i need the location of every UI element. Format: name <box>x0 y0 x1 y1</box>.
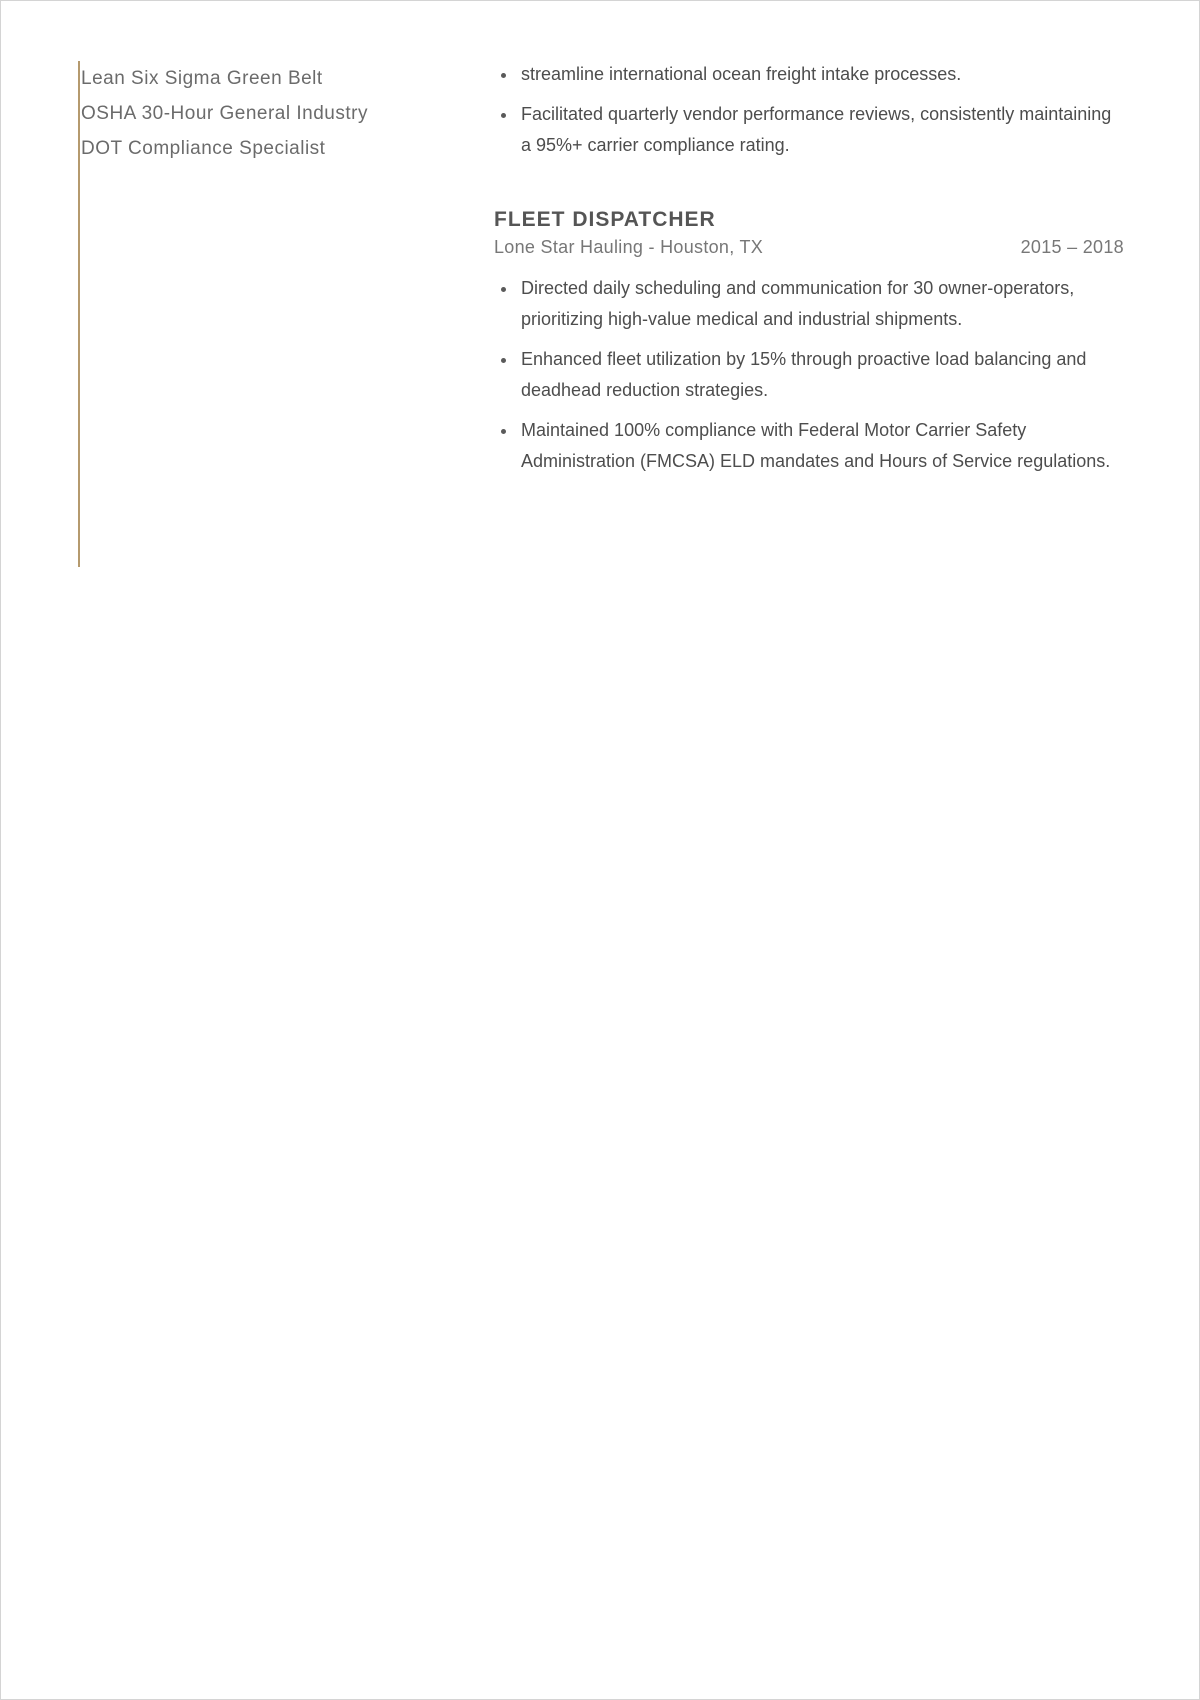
certification-item: Lean Six Sigma Green Belt <box>81 68 323 89</box>
bullet-item: streamline international ocean freight intake processes. <box>494 59 1124 90</box>
bullet-item: Directed daily scheduling and communication for 30 owner-operators, prioritizing high-value medical and industrial shipments. <box>494 273 1124 335</box>
job-title: FLEET DISPATCHER <box>494 208 716 231</box>
bullet-item: Facilitated quarterly vendor performance reviews, consistently maintaining a 95%+ carrier compliance rating. <box>494 99 1124 161</box>
experience-column <box>494 59 1124 486</box>
previous-job-bullet-list <box>494 59 1124 161</box>
job-entry-fleet-dispatcher <box>494 207 1124 477</box>
certification-item: DOT Compliance Specialist <box>81 138 326 159</box>
certification-item: OSHA 30-Hour General Industry <box>81 103 368 124</box>
job-bullet-list <box>494 273 1124 477</box>
certifications-column <box>78 61 458 567</box>
job-dates: 2015 – 2018 <box>1020 237 1124 257</box>
bullet-item: Maintained 100% compliance with Federal Motor Carrier Safety Administration (FMCSA) ELD mandates and Hours of Service regulations. <box>494 415 1124 477</box>
bullet-item: Enhanced fleet utilization by 15% through proactive load balancing and deadhead reduction strategies. <box>494 344 1124 406</box>
company-location: Lone Star Hauling - Houston, TX <box>494 237 764 257</box>
job-meta <box>494 233 1124 261</box>
certifications-list <box>80 61 458 166</box>
